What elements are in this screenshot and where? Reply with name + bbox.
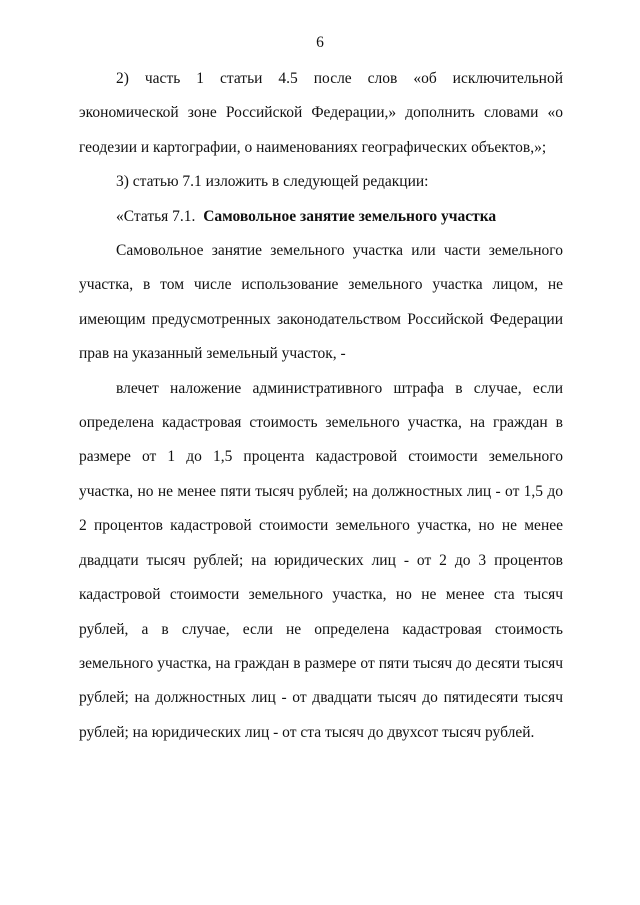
amendment-paragraph-2: 2) часть 1 статьи 4.5 после слов «об исключительной экономической зоне Российской Федерации,» дополнить словами «о геодезии и картографии, о наименованиях географических объектов,»; [79,70,563,156]
page-number: 6 [316,34,324,51]
article-disposition-paragraph: Самовольное занятие земельного участка или части земельного участка, в том числе использование земельного участка лицом, не имеющим предусмотренных законодательством Российской Федерации прав на указанный земельный участок, - [79,242,563,363]
article-title: Самовольное занятие земельного участка [203,207,497,225]
article-sanction-paragraph: влечет наложение административного штрафа в случае, если определена кадастровая стоимость земельного участка, на граждан в размере от 1 до 1,5 процента кадастровой стоимости земельного участка, но не менее пяти тысяч рублей; на должностных лиц - от 1,5 до 2 процентов кадастровой стоимости земельного участка, но не менее двадцати тысяч рублей; на юридических лиц - от 2 до 3 процентов кадастровой стоимости земельного участка, но не менее ста тысяч рублей, а в случае, если не определена кадастровая стоимость земельного участка, на граждан в размере от пяти тысяч до десяти тысяч рублей; на должностных лиц - от двадцати тысяч до пятидесяти тысяч рублей; на юридических лиц - от ста тысяч до двухсот тысяч рублей. [79,379,563,741]
amendment-paragraph-3: 3) статью 7.1 изложить в следующей редакции: [116,173,429,191]
article-number: «Статья 7.1. [116,207,196,225]
article-heading [79,200,563,234]
document-body [79,62,563,750]
